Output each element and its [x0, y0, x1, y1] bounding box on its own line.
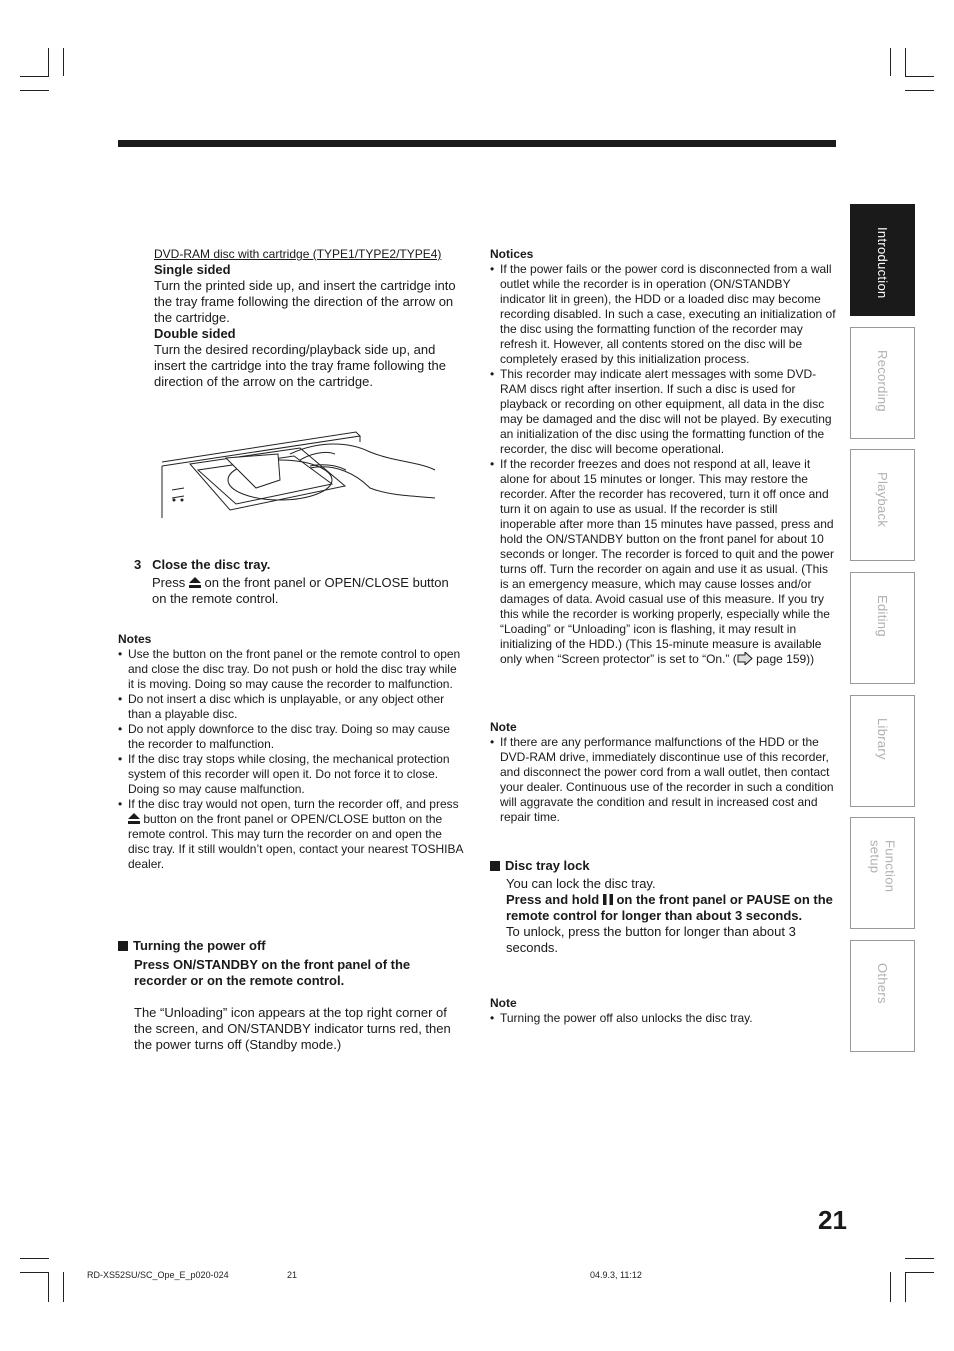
cartridge-insertion-illustration [160, 418, 440, 520]
notes-heading: Notes [118, 632, 152, 646]
cartridge-section [154, 247, 464, 390]
single-sided-text: Turn the printed side up, and insert the cartridge into the tray frame following the direction of the arrow on the cartridge. [154, 278, 456, 325]
step-3 [134, 557, 464, 607]
single-sided-label: Single sided [154, 262, 231, 277]
tab-label: Library [875, 718, 890, 760]
footer-file: RD-XS52SU/SC_Ope_E_p020-024 [87, 1270, 229, 1280]
note-text-after: button on the front panel or OPEN/CLOSE button on the remote control. This may turn the recorder on and open the disc tray. If it still wouldn’t open, contact your nearest TOSHIBA dealer. [128, 812, 463, 871]
tab-library[interactable] [850, 695, 915, 807]
tab-label: Playback [875, 472, 890, 528]
notice-text-before: If the recorder freezes and does not respond at all, leave it alone for about 15 minutes or longer. This may restore the recorder. After the recorder has recovered, turn it off once and turn it on again to use as usual. If the recorder is still inoperable after more than 15 minutes have passed, press and hold the ON/STANDBY button on the front panel for about 10 seconds or longer. The recorder is forced to quit and the power turns off. Turn the recorder on again and use it as usual. (This is an emergency measure, which may cause losses and/or damages of data. Avoid casual use of this measure. If you try this while the recorder is working properly, especially while the “Loading” or “Unloading” icon is flashing, it may result in initializing of the HDD.) (This 15-minute measure is available only when “Screen protector” is set to “On.” ( [500, 457, 834, 666]
tab-label: Recording [875, 350, 890, 412]
tab-label: Introduction [875, 227, 890, 299]
tab-playback[interactable] [850, 449, 915, 561]
double-sided-text: Turn the desired recording/playback side up, and insert the cartridge into the tray frame following the direction of the arrow on the cartridge. [154, 342, 446, 389]
list-item: • If there are any performance malfunctions of the HDD or the DVD-RAM drive, immediately discontinue use of this recorder, and disconnect the power cord from a wall outlet, then contact your dealer. Continuous use of the recorder in such a condition will aggravate the condition and result in increased cost and repair time. [490, 735, 836, 825]
note-heading: Note [490, 720, 517, 734]
footer-page: 21 [287, 1270, 298, 1280]
tab-recording[interactable] [850, 327, 915, 439]
list-item: • If the power fails or the power cord is disconnected from a wall outlet while the recorder is in operation (ON/STANDBY indicator lit in green), the HDD or a loaded disc may become recording disabled. In such a case, executing an initialization of the disc using the formatting function of the recorder may refresh it. However, all contents stored on the disc will be completely erased by this initialization process. [490, 262, 836, 367]
tray-indicator [181, 499, 184, 502]
note-section [490, 720, 836, 825]
note2-section [490, 996, 836, 1026]
power-off-section [118, 938, 464, 1053]
eject-icon [189, 577, 201, 588]
power-instruction: Press ON/STANDBY on the front panel of the recorder or on the remote control. [134, 957, 411, 988]
page-reference-arrow-icon [737, 652, 753, 665]
tray-indicator [173, 499, 176, 502]
notes-section [118, 632, 464, 872]
eject-icon [128, 813, 140, 824]
note-text-before: If the disc tray would not open, turn the recorder off, and press [128, 797, 459, 811]
step-number: 3 [134, 557, 142, 572]
lock-heading: Disc tray lock [505, 858, 590, 873]
footer-date: 04.9.3, 11:12 [590, 1270, 642, 1280]
lock-intro: You can lock the disc tray. [506, 876, 656, 891]
notice-text-after: page 159)) [756, 652, 815, 666]
notes-list [118, 647, 464, 872]
pause-icon [603, 894, 613, 905]
tab-label: Others [875, 963, 890, 1004]
step-text-before: Press [152, 575, 186, 590]
list-item: • If the disc tray stops while closing, the mechanical protection system of this recorder will open it. Do not force it to close. Doing so may cause malfunction. [118, 752, 464, 797]
notices-heading: Notices [490, 247, 534, 261]
tab-editing[interactable] [850, 572, 915, 684]
list-item [118, 797, 464, 872]
notices-list [490, 262, 836, 667]
lock-unlock: To unlock, press the button for longer than about 3 seconds. [506, 924, 796, 955]
disc-tray-lock-section [490, 858, 836, 956]
tab-others[interactable] [850, 940, 915, 1052]
lock-instruction-after: on the front panel or PAUSE on the remote control for longer than about 3 seconds. [506, 892, 833, 923]
power-heading: Turning the power off [133, 938, 266, 953]
section-bullet-icon [118, 941, 128, 951]
header-rule [118, 140, 836, 147]
tab-label: Function setup [867, 840, 898, 893]
lock-instruction-before: Press and hold [506, 892, 600, 907]
tab-label: Editing [875, 595, 890, 637]
list-item: • Use the button on the front panel or the remote control to open and close the disc tray. Do not push or hold the disc tray while it is moving. Doing so may cause the recorder to malfunction. [118, 647, 464, 692]
double-sided-label: Double sided [154, 326, 236, 341]
cartridge-heading: DVD-RAM disc with cartridge (TYPE1/TYPE2/TYPE4) [154, 247, 442, 261]
list-item: • This recorder may indicate alert messages with some DVD-RAM discs right after insertion. If such a disc is used for playback or recording on other equipment, all data in the disc may be damaged and the disc will not be played. By executing an initialization of the disc using the formatting function of the recorder, the disc will become operational. [490, 367, 836, 457]
list-item: • Do not insert a disc which is unplayable, or any object other than a playable disc. [118, 692, 464, 722]
page-number: 21 [818, 1205, 847, 1235]
notices-section [490, 247, 836, 667]
list-item: • Turning the power off also unlocks the disc tray. [490, 1011, 836, 1026]
step-title: Close the disc tray. [152, 557, 271, 572]
tab-introduction[interactable] [850, 204, 915, 316]
step-text-after: on the front panel or OPEN/CLOSE button on the remote control. [152, 575, 449, 606]
tab-function-setup[interactable] [850, 817, 915, 929]
power-description: The “Unloading” icon appears at the top right corner of the screen, and ON/STANDBY indicator turns red, then the power turns off (Standby mode.) [134, 1005, 451, 1052]
list-item: • Do not apply downforce to the disc tray. Doing so may cause the recorder to malfunction. [118, 722, 464, 752]
note2-heading: Note [490, 996, 517, 1010]
section-bullet-icon [490, 861, 500, 871]
list-item [490, 457, 836, 667]
